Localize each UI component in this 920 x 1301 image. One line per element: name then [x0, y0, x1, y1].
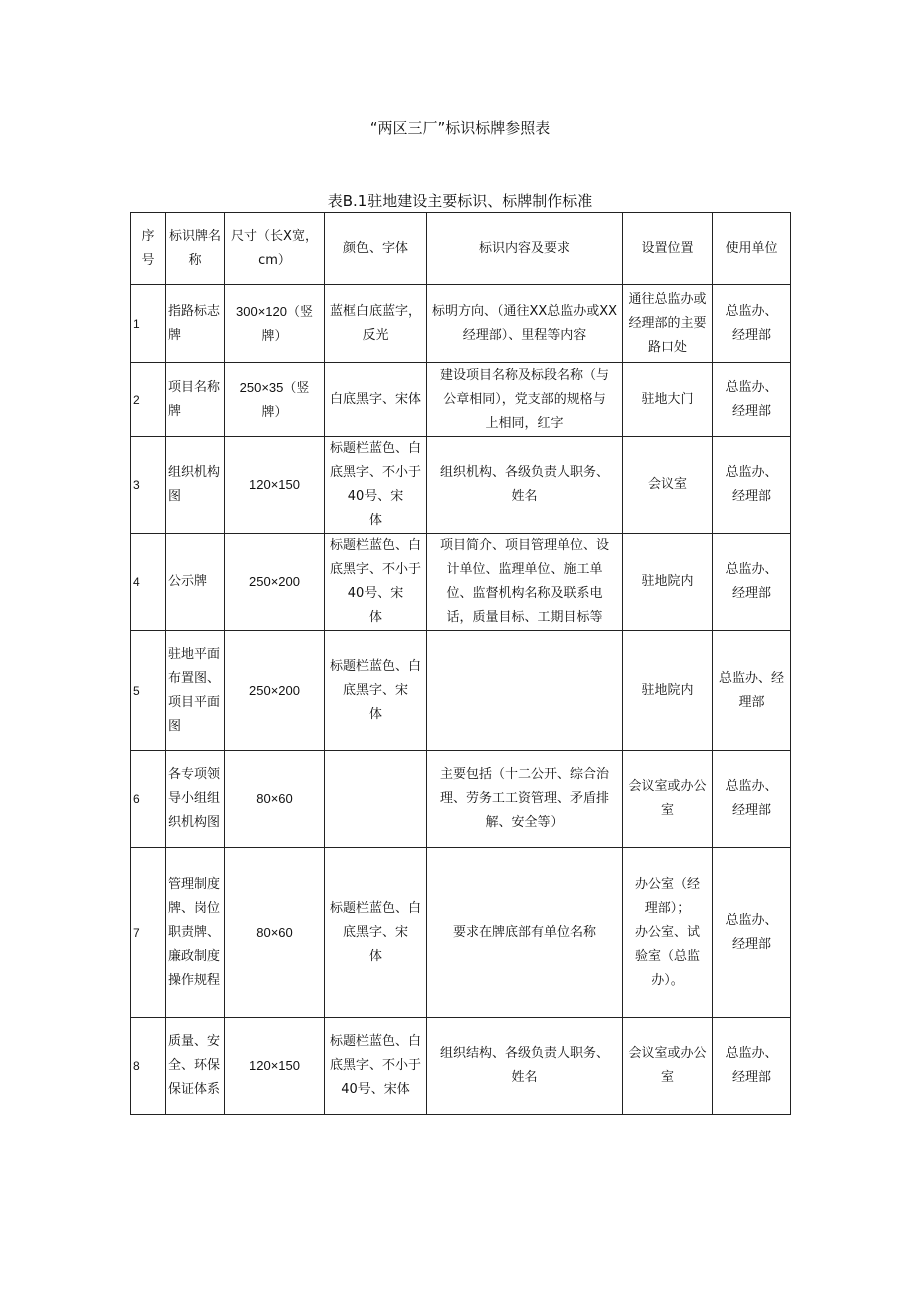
cell-location: 驻地院内: [623, 631, 713, 751]
cell-unit: 总监办、 经理部: [713, 848, 791, 1018]
cell-content: 要求在牌底部有单位名称: [427, 848, 623, 1018]
table-row: [131, 1018, 791, 1115]
cell-no: 6: [131, 751, 166, 848]
cell-unit: 总监办、 经理部: [713, 363, 791, 437]
cell-no: 8: [131, 1018, 166, 1115]
cell-location: 办公室（经 理部）； 办公室、试 验室（总监 办）。: [623, 848, 713, 1018]
cell-content: 标明方向、（通往XX总监办或XX 经理部）、里程等内容: [427, 285, 623, 363]
cell-color: 标题栏蓝色、白 底黑字、不小于 40号、宋 体: [325, 437, 427, 534]
header-name: 标识牌名 称: [166, 213, 225, 285]
cell-location: 通往总监办或 经理部的主要 路口处: [623, 285, 713, 363]
header-row: [131, 213, 791, 285]
cell-name: 项目名称 牌: [166, 363, 225, 437]
table-row: [131, 363, 791, 437]
cell-color: 标题栏蓝色、白 底黑字、宋 体: [325, 631, 427, 751]
cell-unit: 总监办、 经理部: [713, 534, 791, 631]
cell-color: 白底黑字、宋体: [325, 363, 427, 437]
cell-name: 管理制度 牌、岗位 职责牌、 廉政制度 操作规程: [166, 848, 225, 1018]
header-unit: 使用单位: [713, 213, 791, 285]
cell-size: 250×35（竖 牌）: [225, 363, 325, 437]
cell-content: [427, 631, 623, 751]
table-row: [131, 437, 791, 534]
cell-color: 标题栏蓝色、白 底黑字、宋 体: [325, 848, 427, 1018]
page-title: “两区三厂”标识标牌参照表: [369, 119, 551, 137]
cell-name: 质量、安 全、环保 保证体系: [166, 1018, 225, 1115]
cell-unit: 总监办、 经理部: [713, 751, 791, 848]
cell-size: 80×60: [225, 848, 325, 1018]
cell-name: 驻地平面 布置图、 项目平面 图: [166, 631, 225, 751]
table-row: [131, 285, 791, 363]
cell-name: 各专项领 导小组组 织机构图: [166, 751, 225, 848]
cell-name: 指路标志 牌: [166, 285, 225, 363]
standards-table: [130, 212, 791, 1115]
cell-content: 建设项目名称及标段名称（与 公章相同），党支部的规格与 上相同，红字: [427, 363, 623, 437]
cell-size: 120×150: [225, 437, 325, 534]
cell-size: 250×200: [225, 534, 325, 631]
cell-location: 会议室或办公 室: [623, 751, 713, 848]
cell-name: 组织机构 图: [166, 437, 225, 534]
cell-size: 80×60: [225, 751, 325, 848]
cell-unit: 总监办、 经理部: [713, 1018, 791, 1115]
cell-color: 标题栏蓝色、白 底黑字、不小于 40号、宋 体: [325, 534, 427, 631]
cell-size: 250×200: [225, 631, 325, 751]
cell-no: 3: [131, 437, 166, 534]
table-row: [131, 534, 791, 631]
header-size: 尺寸（长X宽， cm）: [225, 213, 325, 285]
header-color: 颜色、字体: [325, 213, 427, 285]
cell-color: [325, 751, 427, 848]
cell-size: 120×150: [225, 1018, 325, 1115]
cell-size: 300×120（竖 牌）: [225, 285, 325, 363]
cell-no: 7: [131, 848, 166, 1018]
table-row: [131, 751, 791, 848]
header-location: 设置位置: [623, 213, 713, 285]
cell-color: 蓝框白底蓝字， 反光: [325, 285, 427, 363]
cell-content: 组织机构、各级负责人职务、 姓名: [427, 437, 623, 534]
cell-no: 4: [131, 534, 166, 631]
cell-name: 公示牌: [166, 534, 225, 631]
table-row: [131, 848, 791, 1018]
cell-location: 驻地大门: [623, 363, 713, 437]
cell-unit: 总监办、经 理部: [713, 631, 791, 751]
cell-location: 驻地院内: [623, 534, 713, 631]
table-caption: 表B.1驻地建设主要标识、标牌制作标准: [327, 192, 593, 210]
cell-content: 主要包括（十二公开、综合治 理、劳务工工资管理、矛盾排 解、安全等）: [427, 751, 623, 848]
cell-color: 标题栏蓝色、白 底黑字、不小于 40号、宋体: [325, 1018, 427, 1115]
cell-unit: 总监办、 经理部: [713, 437, 791, 534]
cell-no: 5: [131, 631, 166, 751]
cell-no: 2: [131, 363, 166, 437]
cell-location: 会议室或办公 室: [623, 1018, 713, 1115]
cell-content: 组织结构、各级负责人职务、 姓名: [427, 1018, 623, 1115]
cell-unit: 总监办、 经理部: [713, 285, 791, 363]
header-no: 序 号: [131, 213, 166, 285]
cell-content: 项目简介、项目管理单位、设 计单位、监理单位、施工单 位、监督机构名称及联系电 话，质量目标、工期目标等: [427, 534, 623, 631]
header-content: 标识内容及要求: [427, 213, 623, 285]
cell-location: 会议室: [623, 437, 713, 534]
table-row: [131, 631, 791, 751]
cell-no: 1: [131, 285, 166, 363]
